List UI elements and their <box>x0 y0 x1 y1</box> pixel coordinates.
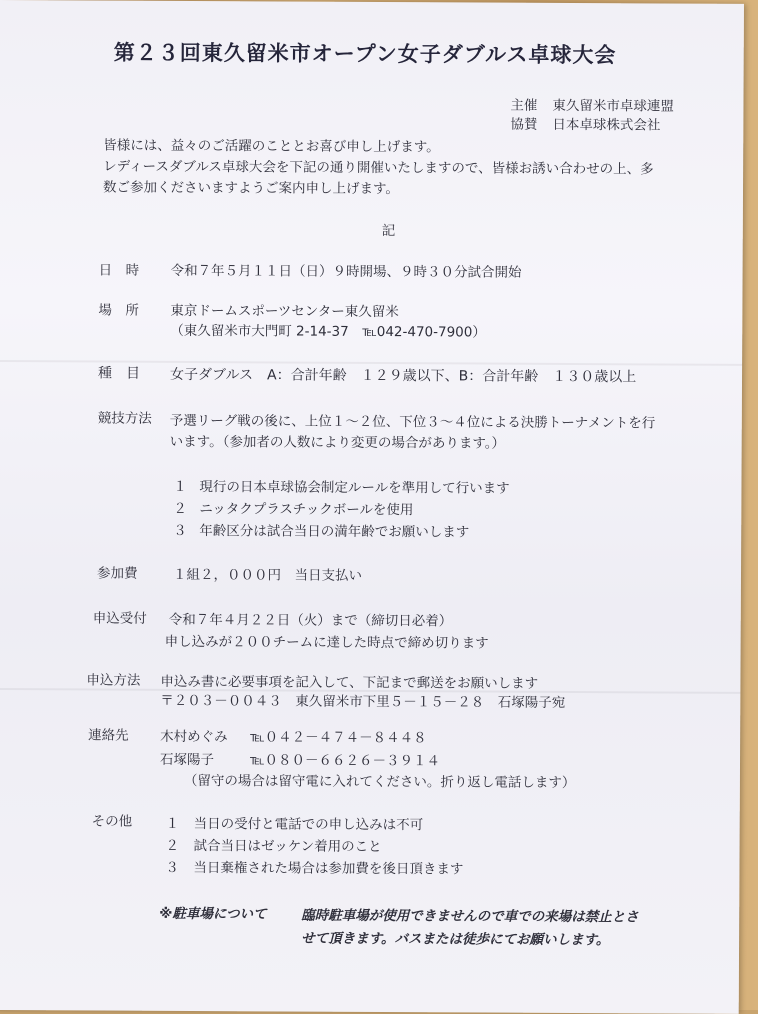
venue-name: 東京ドームスポーツセンター東久留米 <box>170 302 399 321</box>
event-value: 女子ダブルス A：合計年齢 １２９歳以下、B：合計年齢 １３０歳以上 <box>169 366 637 386</box>
sponsor-name: 日本卓球株式会社 <box>552 116 661 134</box>
venue-label: 場 所 <box>98 302 139 319</box>
rule-text: 年齢区分は試合当日の満年齢でお願いします <box>199 523 470 541</box>
ki-heading: 記 <box>381 223 396 240</box>
event-label: 種 目 <box>98 365 141 382</box>
entry-period-deadline: 令和７年４月２２日（火）まで（締切日必着） <box>168 611 453 630</box>
other-text: 当日棄権された場合は参加費を後日頂きます <box>193 860 464 878</box>
host-name: 東久留米市卓球連盟 <box>552 97 674 115</box>
entry-period-note: 申し込みが２００チームに達した時点で締め切ります <box>164 633 489 652</box>
greeting-line: 皆様には、益々のご活躍のこととお喜び申し上げます。 <box>103 137 440 156</box>
host-label: 主催 <box>510 97 538 114</box>
parking-text: せて頂きます。バスまたは徒歩にてお願いします。 <box>301 930 610 949</box>
sponsor-label: 協賛 <box>510 116 538 133</box>
rule-number: ３ <box>173 522 187 539</box>
parking-text: 臨時駐車場が使用できませんので車での来場は禁止とさ <box>301 907 639 926</box>
other-number: １ <box>165 815 180 832</box>
other-text: 試合当日はゼッケン着用のこと <box>193 838 382 856</box>
contact-phone: ℡０８０－６６２６－３９１４ <box>249 752 441 770</box>
entry-method-address: 〒２０３－００４３ 東久留米市下里５－１５－２８ 石塚陽子宛 <box>160 692 566 711</box>
other-number: ３ <box>165 859 179 876</box>
contact-name: 木村めぐみ <box>160 728 228 746</box>
fee-value: １組２，０００円 当日支払い <box>172 566 363 584</box>
page-title: 第２３回東久留米市オープン女子ダブルス卓球大会 <box>113 40 617 68</box>
rule-text: 現行の日本卓球協会制定ルールを準用して行います <box>199 479 510 497</box>
greeting-line: 数ご参加くださいますようご案内申し上げます。 <box>102 179 399 198</box>
other-number: ２ <box>165 837 180 854</box>
contact-phone: ℡０４２－４７４－８４４８ <box>250 729 427 747</box>
contact-name: 石塚陽子 <box>159 751 215 769</box>
rule-number: １ <box>173 478 187 495</box>
entry-method-text: 申込み書に必要事項を記入して、下記まで郵送をお願いします <box>160 673 539 692</box>
datetime-value: 令和７年５月１１日（日）９時開場、９時３０分試合開始 <box>170 262 522 281</box>
other-label: その他 <box>91 813 133 830</box>
other-text: 当日の受付と電話での申し込みは不可 <box>193 816 424 834</box>
greeting-line: レディースダブルス卓球大会を下記の通り開催いたしますので、皆様お誘い合わせの上、多 <box>103 158 654 178</box>
method-label: 競技方法 <box>97 410 152 427</box>
entry-method-label: 申込方法 <box>86 672 141 689</box>
contact-label: 連絡先 <box>88 727 129 744</box>
venue-address: （東久留米市大門町 2-14-37 ℡042-470-7900） <box>170 322 486 341</box>
rule-number: ２ <box>173 500 187 517</box>
contact-note: （留守の場合は留守電に入れてください。折り返し電話します） <box>183 772 576 792</box>
parking-label: ※駐車場について <box>159 905 267 923</box>
method-text: います。（参加者の人数により変更の場合があります。） <box>169 433 506 452</box>
datetime-label: 日 時 <box>98 262 140 279</box>
rule-text: ニッタクプラスチックボールを使用 <box>199 501 414 519</box>
fee-label: 参加費 <box>96 565 138 582</box>
method-text: 予選リーグ戦の後に、上位１～２位、下位３～４位による決勝トーナメントを行 <box>169 412 656 432</box>
entry-period-label: 申込受付 <box>92 610 147 627</box>
